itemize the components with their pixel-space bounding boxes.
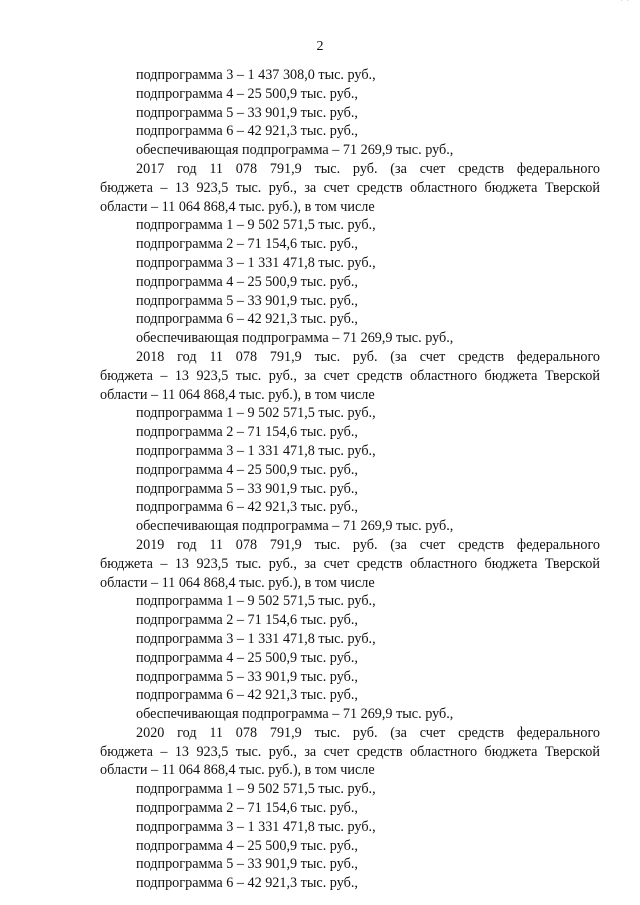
- list-item: подпрограмма 4 – 25 500,9 тыс. руб.,: [136, 461, 358, 478]
- list-item: подпрограмма 5 – 33 901,9 тыс. руб.,: [136, 856, 358, 873]
- list-item: подпрограмма 6 – 42 921,3 тыс. руб.,: [136, 687, 358, 704]
- list-item: подпрограмма 1 – 9 502 571,5 тыс. руб.,: [136, 405, 376, 422]
- list-item: подпрограмма 1 – 9 502 571,5 тыс. руб.,: [136, 781, 376, 798]
- list-item: подпрограмма 2 – 71 154,6 тыс. руб.,: [136, 424, 358, 441]
- list-item: обеспечивающая подпрограмма – 71 269,9 тыс. руб.,: [136, 330, 454, 347]
- list-item: подпрограмма 3 – 1 331 471,8 тыс. руб.,: [136, 630, 376, 647]
- year-paragraph-line: бюджета – 13 923,5 тыс. руб., за счет средств областного бюджета Тверской: [100, 743, 600, 760]
- list-item: подпрограмма 6 – 42 921,3 тыс. руб.,: [136, 123, 358, 140]
- list-item: подпрограмма 6 – 42 921,3 тыс. руб.,: [136, 499, 358, 516]
- year-paragraph-line: 2020 год 11 078 791,9 тыс. руб. (за счет средств федерального: [136, 724, 600, 741]
- corner-mark: · ·: [620, 0, 630, 5]
- list-item: обеспечивающая подпрограмма – 71 269,9 тыс. руб.,: [136, 706, 454, 723]
- list-item: подпрограмма 3 – 1 331 471,8 тыс. руб.,: [136, 818, 376, 835]
- list-item: обеспечивающая подпрограмма – 71 269,9 тыс. руб.,: [136, 518, 454, 535]
- list-item: подпрограмма 4 – 25 500,9 тыс. руб.,: [136, 85, 358, 102]
- year-paragraph-line: бюджета – 13 923,5 тыс. руб., за счет средств областного бюджета Тверской: [100, 555, 600, 572]
- page-number: 2: [316, 39, 324, 54]
- list-item: подпрограмма 2 – 71 154,6 тыс. руб.,: [136, 612, 358, 629]
- list-item: подпрограмма 5 – 33 901,9 тыс. руб.,: [136, 104, 358, 121]
- year-paragraph-line: области – 11 064 868,4 тыс. руб.), в том числе: [100, 198, 375, 215]
- list-item: подпрограмма 3 – 1 331 471,8 тыс. руб.,: [136, 254, 376, 271]
- list-item: подпрограмма 5 – 33 901,9 тыс. руб.,: [136, 480, 358, 497]
- list-item: подпрограмма 5 – 33 901,9 тыс. руб.,: [136, 292, 358, 309]
- year-paragraph-line: 2017 год 11 078 791,9 тыс. руб. (за счет средств федерального: [136, 160, 600, 177]
- year-paragraph-line: области – 11 064 868,4 тыс. руб.), в том числе: [100, 762, 375, 779]
- list-item: подпрограмма 5 – 33 901,9 тыс. руб.,: [136, 668, 358, 685]
- list-item: подпрограмма 4 – 25 500,9 тыс. руб.,: [136, 649, 358, 666]
- year-paragraph-line: области – 11 064 868,4 тыс. руб.), в том числе: [100, 574, 375, 591]
- list-item: обеспечивающая подпрограмма – 71 269,9 тыс. руб.,: [136, 142, 454, 159]
- year-paragraph-line: области – 11 064 868,4 тыс. руб.), в том числе: [100, 386, 375, 403]
- list-item: подпрограмма 2 – 71 154,6 тыс. руб.,: [136, 800, 358, 817]
- list-item: подпрограмма 3 – 1 437 308,0 тыс. руб.,: [136, 67, 376, 83]
- list-item: подпрограмма 3 – 1 331 471,8 тыс. руб.,: [136, 442, 376, 459]
- list-item: подпрограмма 4 – 25 500,9 тыс. руб.,: [136, 273, 358, 290]
- list-item: подпрограмма 2 – 71 154,6 тыс. руб.,: [136, 236, 358, 253]
- list-item: подпрограмма 6 – 42 921,3 тыс. руб.,: [136, 875, 358, 892]
- year-paragraph-line: 2019 год 11 078 791,9 тыс. руб. (за счет средств федерального: [136, 536, 600, 553]
- document-body: [100, 66, 600, 893]
- year-paragraph-line: бюджета – 13 923,5 тыс. руб., за счет средств областного бюджета Тверской: [100, 367, 600, 384]
- list-item: подпрограмма 6 – 42 921,3 тыс. руб.,: [136, 311, 358, 328]
- list-item: подпрограмма 4 – 25 500,9 тыс. руб.,: [136, 837, 358, 854]
- year-paragraph-line: бюджета – 13 923,5 тыс. руб., за счет средств областного бюджета Тверской: [100, 179, 600, 196]
- list-item: подпрограмма 1 – 9 502 571,5 тыс. руб.,: [136, 593, 376, 610]
- year-paragraph-line: 2018 год 11 078 791,9 тыс. руб. (за счет средств федерального: [136, 348, 600, 365]
- list-item: подпрограмма 1 – 9 502 571,5 тыс. руб.,: [136, 217, 376, 234]
